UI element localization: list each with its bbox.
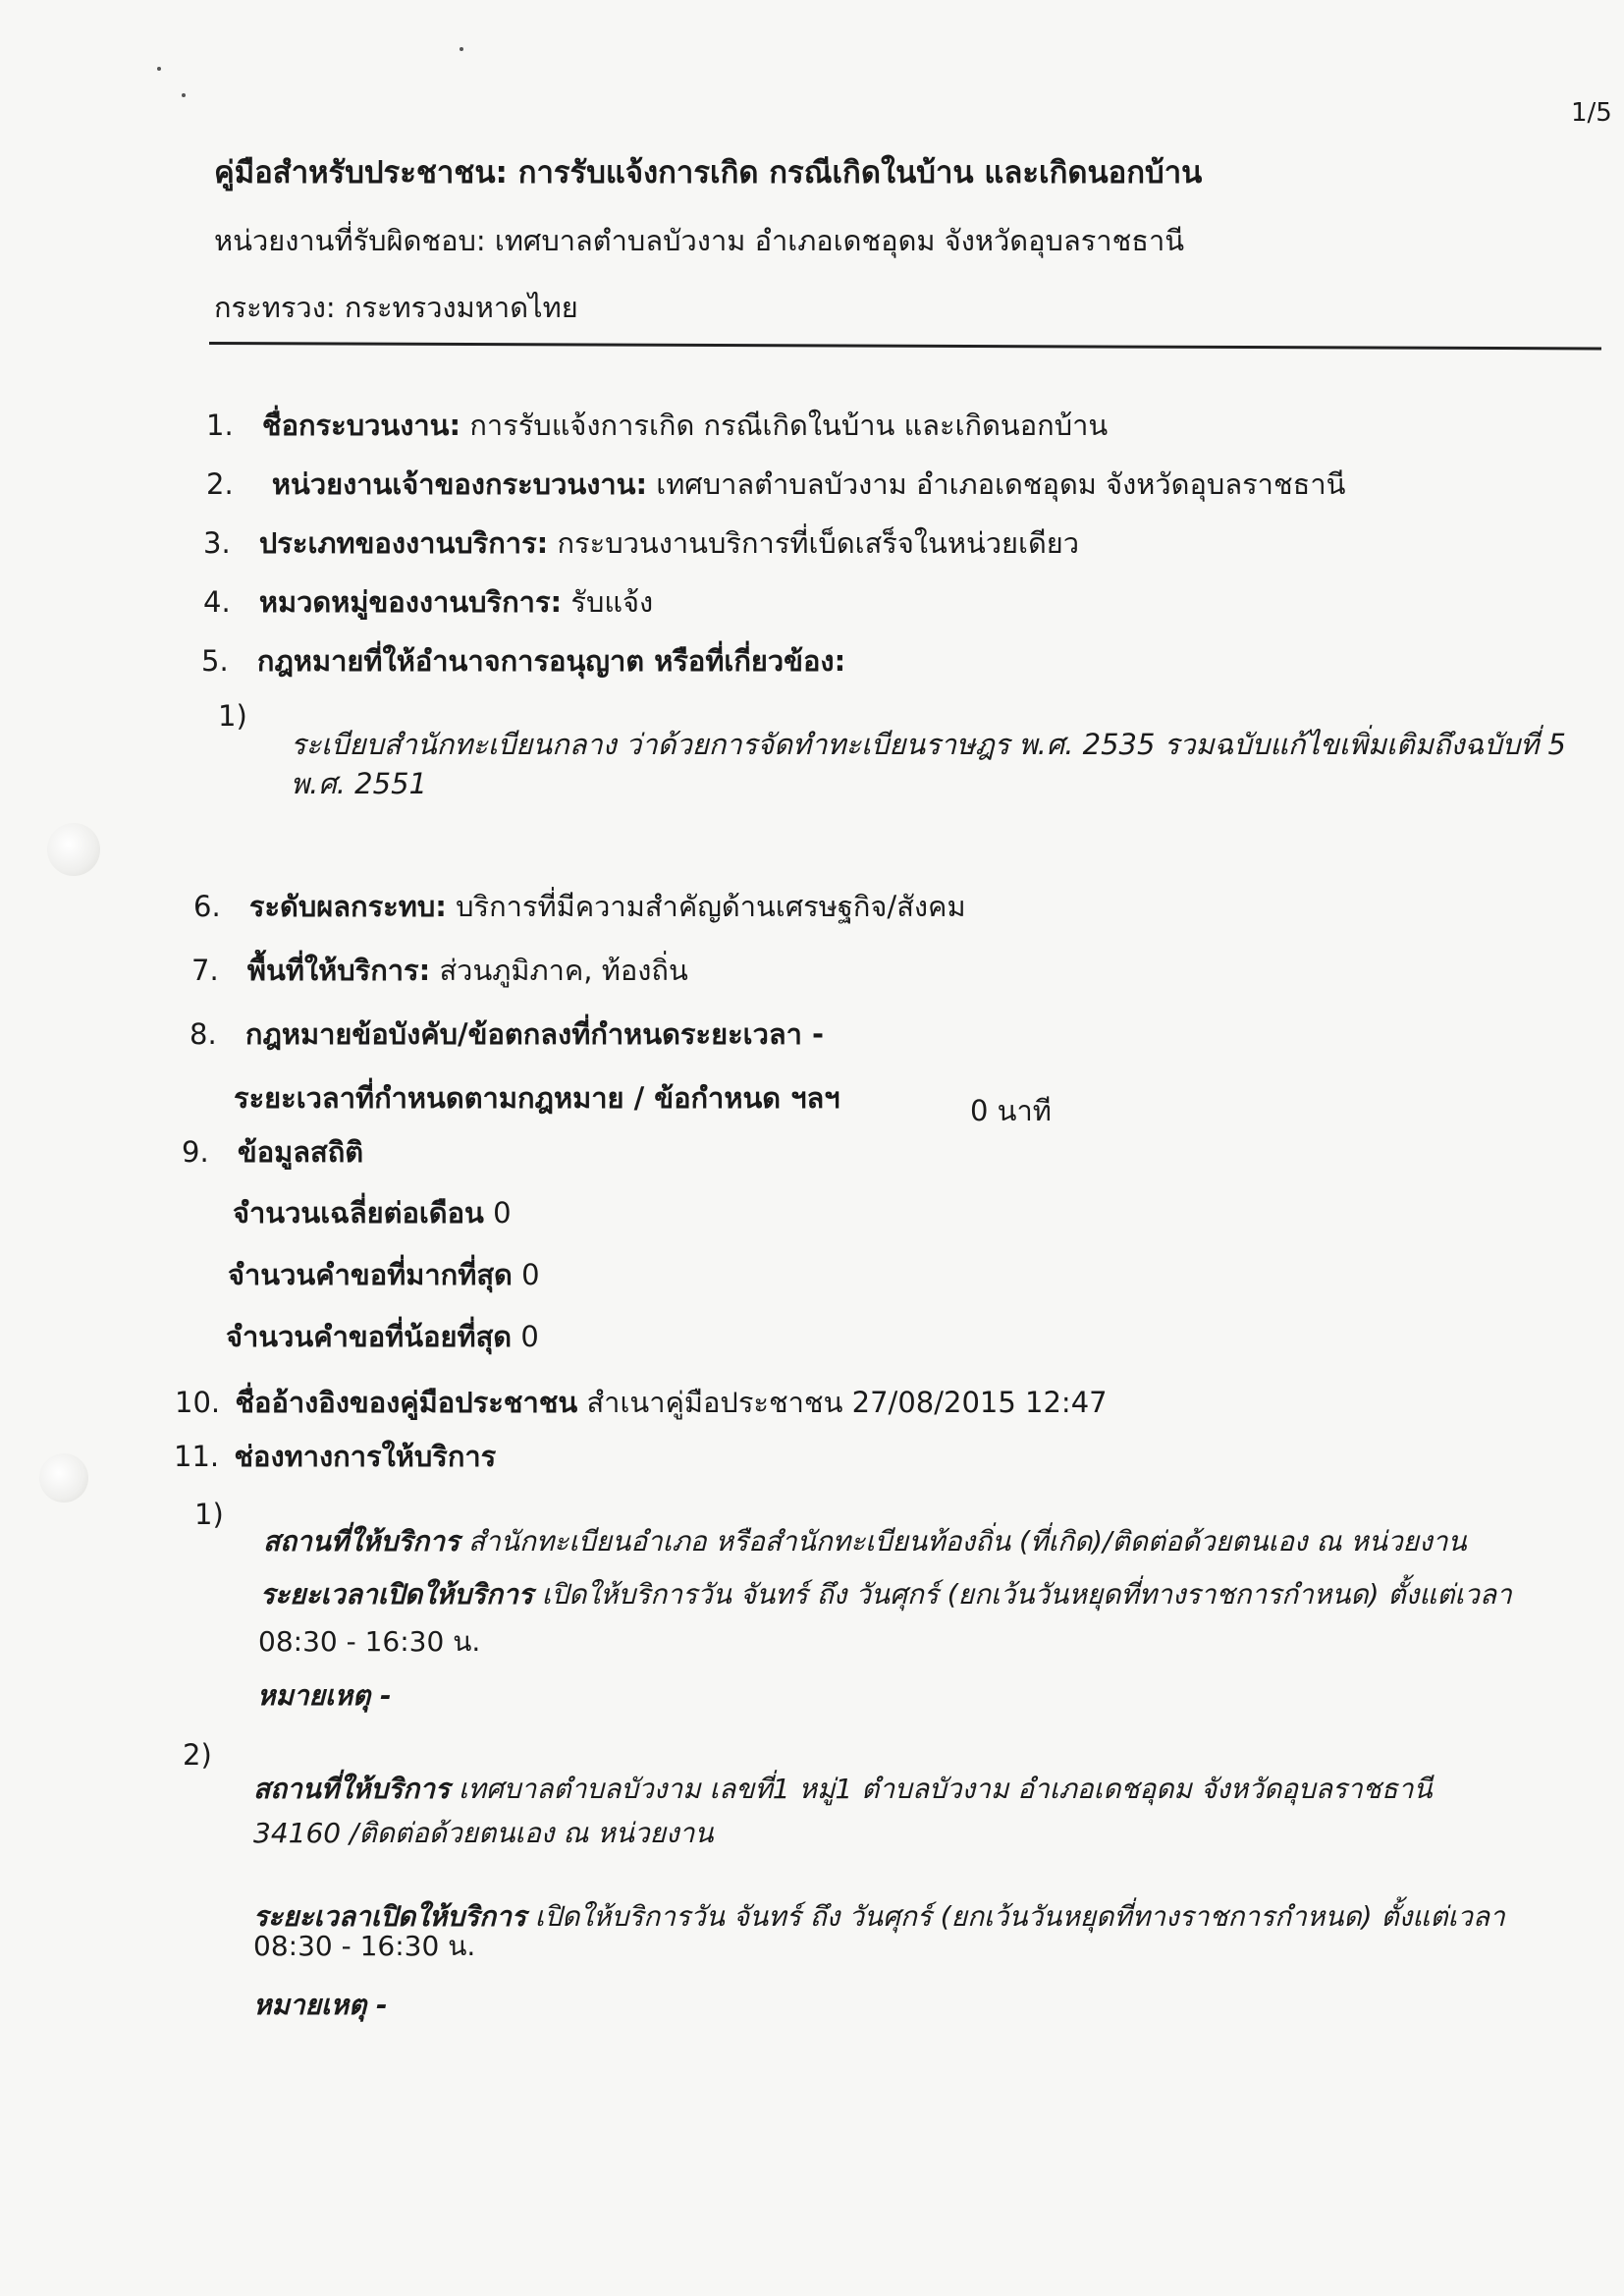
item-number: 3. <box>203 526 231 560</box>
item-10 <box>175 1380 1108 1425</box>
stat-value: 0 <box>520 1320 539 1353</box>
hours-value: เปิดให้บริการวัน จันทร์ ถึง วันศุกร์ (ยกเว้นวันหยุดที่ทางราชการกำหนด) ตั้งแต่เวลา <box>541 1578 1512 1611</box>
channel-2-note: หมายเหตุ - <box>253 1989 388 2021</box>
item-label: ประเภทของงานบริการ: <box>258 526 549 560</box>
item-5 <box>201 638 845 683</box>
scan-speck <box>460 47 463 51</box>
responsible-agency: หน่วยงานที่รับผิดชอบ: เทศบาลตำบลบัวงาม อำเภอเดชอุดม จังหวัดอุบลราชธานี <box>214 224 1185 257</box>
stat-maximum <box>228 1252 540 1297</box>
page-number: 1/5 <box>1571 98 1612 128</box>
item-label: กฎหมายข้อบังคับ/ข้อตกลงที่กำหนดระยะเวลา - <box>244 1017 825 1051</box>
hours-label: ระยะเวลาเปิดให้บริการ <box>253 1900 526 1933</box>
channel-1-time-range: 08:30 - 16:30 น. <box>258 1625 481 1658</box>
item-value: เทศบาลตำบลบัวงาม อำเภอเดชอุดม จังหวัดอุบลราชธานี <box>656 467 1346 501</box>
stat-average <box>233 1190 512 1235</box>
hours-value: เปิดให้บริการวัน จันทร์ ถึง วันศุกร์ (ยกเว้นวันหยุดที่ทางราชการกำหนด) ตั้งแต่เวลา <box>534 1900 1505 1933</box>
channel-1-hours <box>260 1573 1512 1616</box>
item-label: ชื่อกระบวนงาน: <box>261 409 461 442</box>
item-value: การรับแจ้งการเกิด กรณีเกิดในบ้าน และเกิดนอกบ้าน <box>469 409 1109 442</box>
channel-1-place <box>263 1520 1467 1563</box>
stat-value: 0 <box>493 1196 512 1230</box>
item-value: รับแจ้ง <box>570 585 654 619</box>
item-number: 7. <box>191 954 219 987</box>
item-label: หมวดหมู่ของงานบริการ: <box>258 585 563 619</box>
scan-speck <box>182 93 186 97</box>
place-value: เทศบาลตำบลบัวงาม เลขที่1 หมู่1 ตำบลบัวงาม อำเภอเดชอุดม จังหวัดอุบลราชธานี <box>458 1773 1433 1805</box>
item-value: ส่วนภูมิภาค, ท้องถิ่น <box>439 954 688 987</box>
item-label: พื้นที่ให้บริการ: <box>246 954 431 987</box>
item-2 <box>206 462 1345 507</box>
channel-2-place-line-2: 34160 /ติดต่อด้วยตนเอง ณ หน่วยงาน <box>253 1817 714 1849</box>
law-text-line-2: พ.ศ. 2551 <box>291 767 427 800</box>
item-1 <box>206 403 1108 448</box>
item-number: 4. <box>203 585 231 619</box>
item-4 <box>203 579 653 625</box>
hours-label: ระยะเวลาเปิดให้บริการ <box>260 1578 533 1611</box>
item-value: กระบวนงานบริการที่เบ็ดเสร็จในหน่วยเดียว <box>557 526 1080 560</box>
item-label: ชื่ออ้างอิงของคู่มือประชาชน <box>235 1386 578 1419</box>
place-label: สถานที่ให้บริการ <box>263 1525 460 1558</box>
item-number: 6. <box>193 890 221 923</box>
item-11 <box>174 1434 496 1479</box>
item-9 <box>182 1129 363 1175</box>
ministry: กระทรวง: กระทรวงมหาดไทย <box>214 291 578 324</box>
legal-period-value: 0 นาที <box>970 1094 1052 1127</box>
punch-hole-bottom <box>39 1453 88 1503</box>
item-number: 9. <box>182 1135 209 1169</box>
item-number: 5. <box>201 644 229 678</box>
stat-label: จำนวนคำขอที่น้อยที่สุด <box>226 1320 513 1353</box>
item-label: กฎหมายที่ให้อำนาจการอนุญาต หรือที่เกี่ยวข้อง: <box>256 644 846 678</box>
item-6 <box>193 884 966 929</box>
stat-minimum <box>226 1314 539 1359</box>
channel-2-place <box>253 1768 1433 1811</box>
item-label: ระดับผลกระทบ: <box>248 890 447 923</box>
stat-value: 0 <box>521 1258 540 1291</box>
item-number: 2. <box>206 467 234 501</box>
document-title: คู่มือสำหรับประชาชน: การรับแจ้งการเกิด กรณีเกิดในบ้าน และเกิดนอกบ้าน <box>214 155 1203 191</box>
channel-2-time-range: 08:30 - 16:30 น. <box>253 1930 476 1962</box>
item-value: สำเนาคู่มือประชาชน 27/08/2015 12:47 <box>586 1386 1108 1419</box>
item-8 <box>189 1011 824 1057</box>
item-label: หน่วยงานเจ้าของกระบวนงาน: <box>271 467 648 501</box>
item-number: 10. <box>175 1386 221 1419</box>
scan-speck <box>157 67 161 71</box>
punch-hole-top <box>47 823 100 876</box>
channel-1-number: 1) <box>194 1498 224 1531</box>
law-text-line-1: ระเบียบสำนักทะเบียนกลาง ว่าด้วยการจัดทำทะเบียนราษฎร พ.ศ. 2535 รวมฉบับแก้ไขเพิ่มเติมถึงฉบับที่ 5 <box>291 728 1566 761</box>
place-value: สำนักทะเบียนอำเภอ หรือสำนักทะเบียนท้องถิ่น (ที่เกิด)/ติดต่อด้วยตนเอง ณ หน่วยงาน <box>467 1525 1467 1558</box>
item-3 <box>203 520 1079 566</box>
item-value: บริการที่มีความสำคัญด้านเศรษฐกิจ/สังคม <box>456 890 966 923</box>
item-7 <box>191 948 688 993</box>
channel-2-number: 2) <box>183 1738 212 1772</box>
header-divider <box>209 342 1601 350</box>
item-label: ข้อมูลสถิติ <box>237 1135 364 1169</box>
item-number: 1. <box>206 409 234 442</box>
place-label: สถานที่ให้บริการ <box>253 1773 451 1805</box>
item-label: ช่องทางการให้บริการ <box>234 1440 497 1473</box>
law-number: 1) <box>218 699 247 733</box>
item-number: 8. <box>189 1017 217 1051</box>
stat-label: จำนวนคำขอที่มากที่สุด <box>228 1258 513 1291</box>
item-number: 11. <box>174 1440 220 1473</box>
stat-label: จำนวนเฉลี่ยต่อเดือน <box>233 1196 484 1230</box>
legal-period-label: ระยะเวลาที่กำหนดตามกฎหมาย / ข้อกำหนด ฯลฯ <box>234 1081 840 1115</box>
channel-1-note: หมายเหตุ - <box>257 1679 392 1712</box>
